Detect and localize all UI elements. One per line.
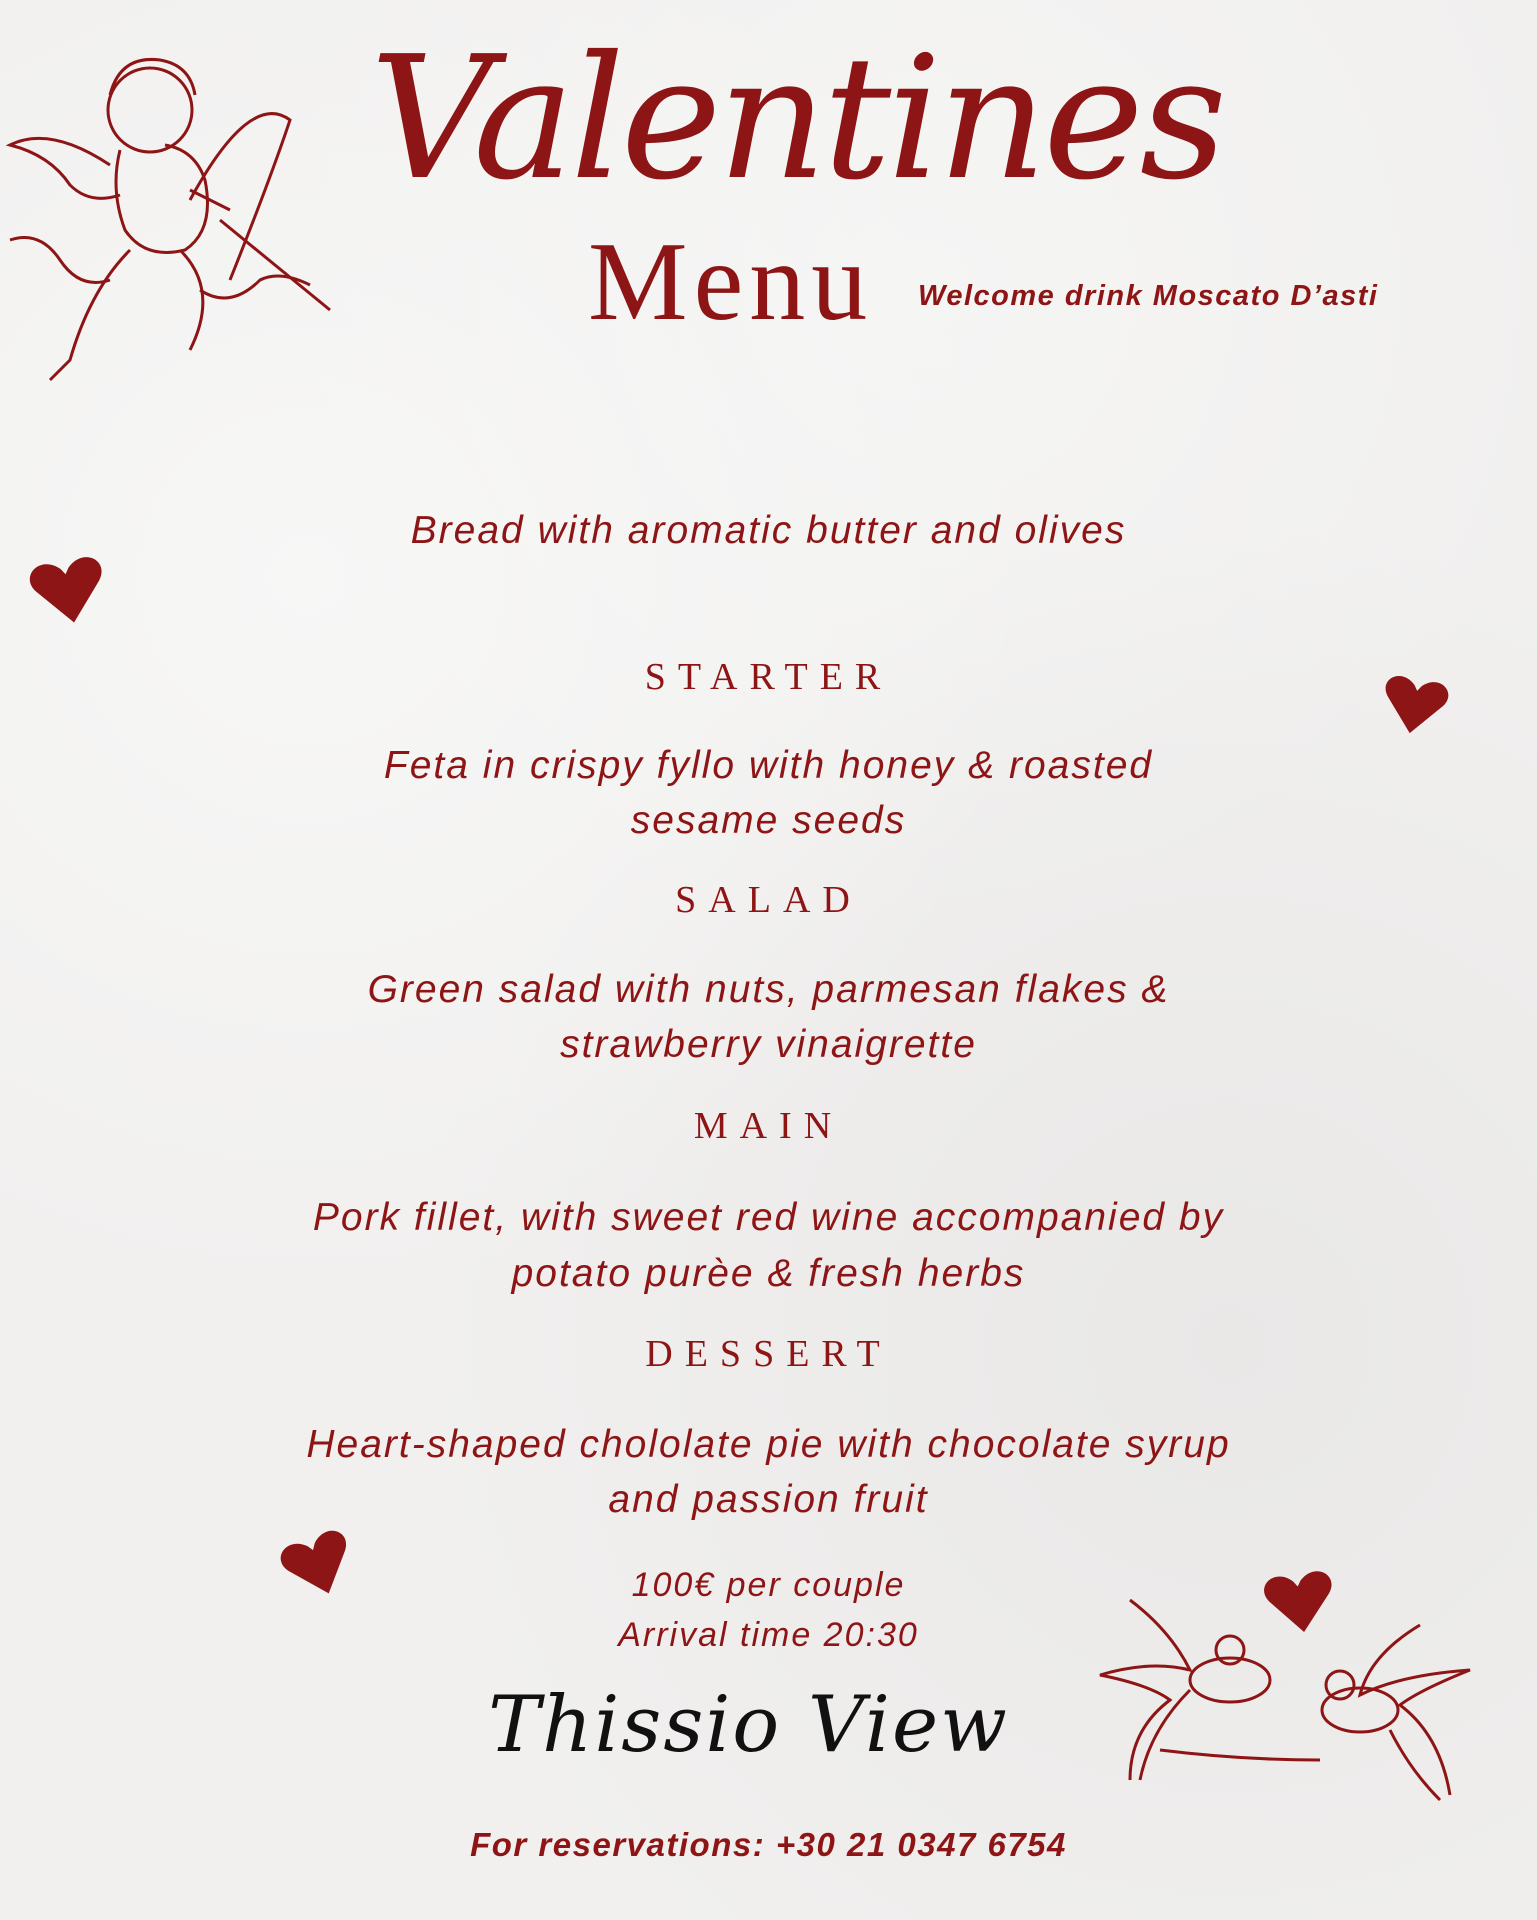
section-salad: SALAD <box>675 879 862 921</box>
title-valentines: Valentines <box>370 20 1223 218</box>
section-main: MAIN <box>693 1105 844 1147</box>
dessert-line-2: and passion fruit <box>608 1478 929 1521</box>
arrival-time: Arrival time 20:30 <box>618 1616 919 1654</box>
starter-line-2: sesame seeds <box>630 799 907 842</box>
price: 100€ per couple <box>631 1566 906 1604</box>
reservations-phone: For reservations: +30 21 0347 6754 <box>470 1826 1067 1863</box>
salad-line-1: Green salad with nuts, parmesan flakes & <box>367 968 1170 1011</box>
section-dessert: DESSERT <box>645 1333 892 1375</box>
main-line-2: potato purèe & fresh herbs <box>511 1252 1026 1295</box>
heart-icon <box>280 1525 355 1600</box>
heart-icon <box>28 548 108 628</box>
bread-item: Bread with aromatic butter and olives <box>410 509 1127 552</box>
cupid-illustration <box>0 40 340 420</box>
section-starter: STARTER <box>644 656 893 698</box>
heart-icon <box>1380 668 1450 738</box>
signature-logo: Thissio View <box>488 1680 1009 1770</box>
dessert-line-1: Heart-shaped chololate pie with chocolate syrup <box>306 1423 1231 1466</box>
heart-icon <box>1262 1562 1337 1637</box>
title-menu: Menu <box>588 220 874 344</box>
welcome-drink: Welcome drink Moscato D’asti <box>918 280 1379 312</box>
salad-line-2: strawberry vinaigrette <box>560 1023 977 1066</box>
main-line-1: Pork fillet, with sweet red wine accompanied by <box>312 1196 1225 1239</box>
starter-line-1: Feta in crispy fyllo with honey & roasted <box>383 744 1154 787</box>
